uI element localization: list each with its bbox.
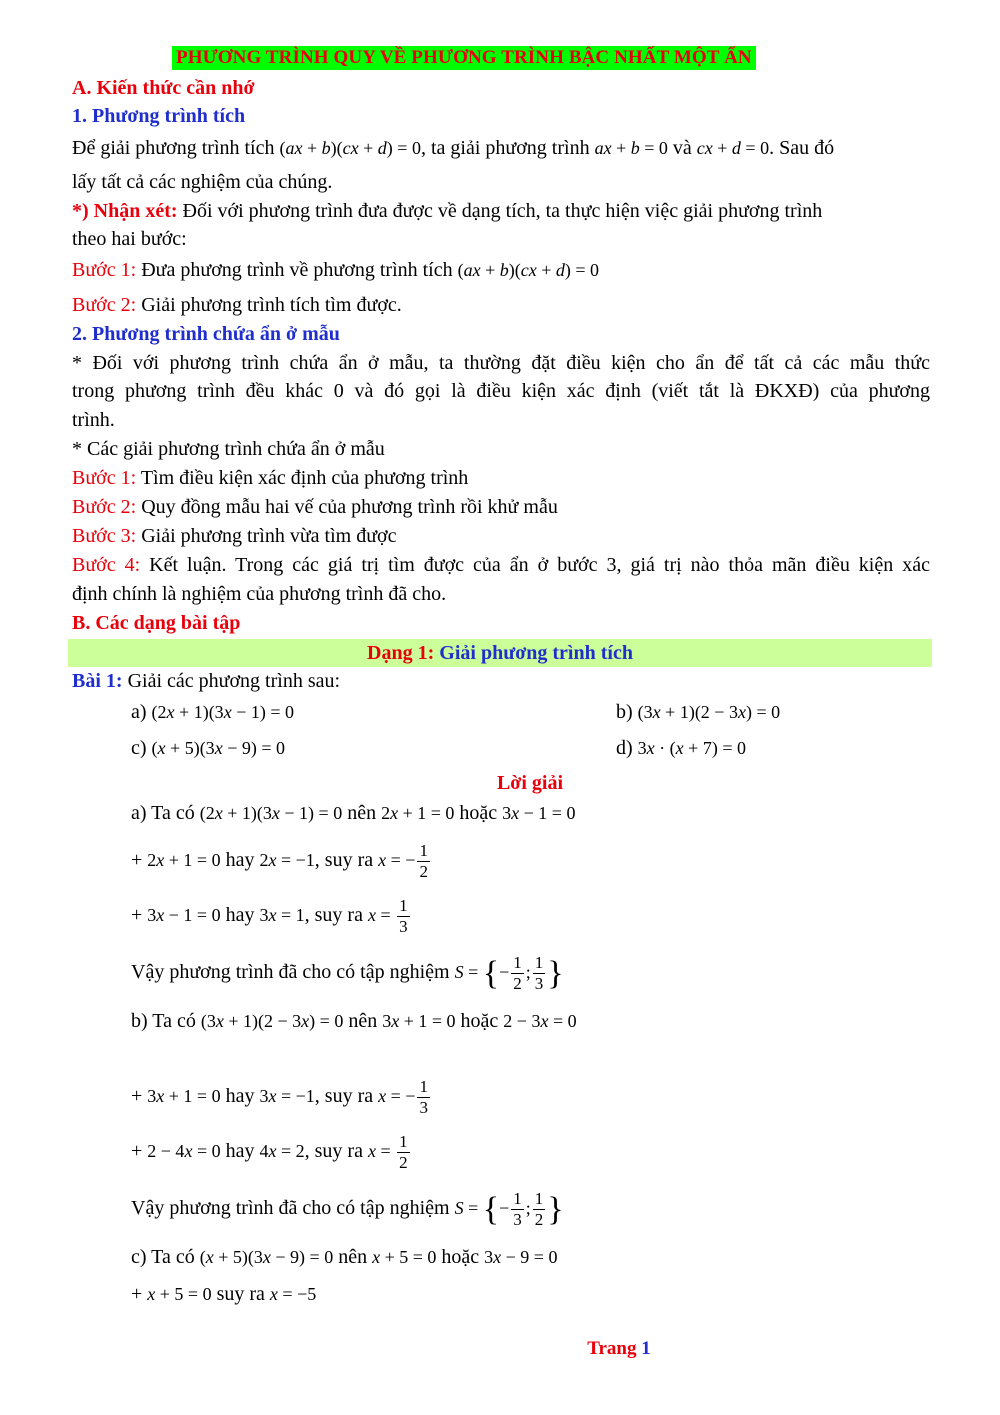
page-footer: Trang 1: [587, 1338, 651, 1359]
fraction: $\frac{1}{2}$: [419, 841, 428, 882]
denominator-step-4: Bước 4: Kết luận. Trong các giá trị tìm được của ẩn ở bước 3, giá trị nào thỏa mãn điều kiện xác: [72, 554, 930, 576]
section-b-heading: B. Các dạng bài tập: [72, 612, 241, 634]
form-1-title: Dạng 1: Giải phương trình tích: [367, 642, 633, 664]
remark-step-1: Bước 1: Đưa phương trình về phương trình tích (ax + b)(cx + d) = 0: [72, 259, 600, 281]
section-a-heading: A. Kiến thức cần nhớ: [72, 77, 255, 99]
solution-c-case-1: + x + 5 = 0 suy ra x = −5: [131, 1283, 317, 1305]
subsection-2-heading: 2. Phương trình chứa ẩn ở mẫu: [72, 323, 340, 345]
denominator-paragraph-2: trong phương trình đều khác 0 và đó gọi là điều kiện xác định (viết tắt là ĐKXĐ) của phương: [72, 380, 930, 402]
page-title: PHƯƠNG TRÌNH QUY VỀ PHƯƠNG TRÌNH BẬC NHẤT MỘT ẨN: [172, 46, 756, 70]
formula-product: (ax + b)(cx + d) = 0: [279, 138, 421, 158]
solution-a-case-1: + 2x + 1 = 0 hay 2x = −1, suy ra x = − $\frac{1}{2}$: [131, 841, 428, 882]
remark-step-2: Bước 2: Giải phương trình tích tìm được.: [72, 294, 402, 316]
solution-b-case-2: + 2 − 4x = 0 hay 4x = 2, suy ra x = $\frac{1}{2}$: [131, 1132, 408, 1173]
denominator-step-4-cont: định chính là nghiệm của phương trình đã cho.: [72, 583, 447, 605]
solution-b-case-1: + 3x + 1 = 0 hay 3x = −1, suy ra x = − $\frac{1}{3}$: [131, 1077, 428, 1118]
remark-line-2: theo hai bước:: [72, 228, 187, 250]
subsection-1-heading: 1. Phương trình tích: [72, 105, 246, 127]
solution-b-intro: b) Ta có (3x + 1)(2 − 3x) = 0 nên 3x + 1 = 0 hoặc 2 − 3x = 0: [131, 1010, 577, 1032]
solution-a-conclusion: Vậy phương trình đã cho có tập nghiệm S = {− $\frac{1}{2}$ ; $\frac{1}{3}$ }: [131, 953, 564, 994]
formula-cx-d: cx + d = 0: [696, 138, 770, 158]
exercise-1a: a) (2x + 1)(3x − 1) = 0: [131, 701, 294, 723]
exercise-1c: c) (x + 5)(3x − 9) = 0: [131, 737, 285, 759]
denominator-paragraph-1: * Đối với phương trình chứa ẩn ở mẫu, ta thường đặt điều kiện cho ẩn để tất cả các mẫu thức: [72, 352, 930, 374]
formula-ax-b: ax + b = 0: [594, 138, 668, 158]
solution-a-case-2: + 3x − 1 = 0 hay 3x = 1, suy ra x = $\frac{1}{3}$: [131, 896, 408, 937]
product-equation-line: Để giải phương trình tích (ax + b)(cx + d) = 0, ta giải phương trình ax + b = 0 và cx + d = 0. Sau đó: [72, 137, 835, 159]
product-equation-line-2: lấy tất cả các nghiệm của chúng.: [72, 171, 333, 193]
denominator-paragraph-3: trình.: [72, 409, 115, 431]
solution-b-conclusion: Vậy phương trình đã cho có tập nghiệm S = {− $\frac{1}{3}$ ; $\frac{1}{2}$ }: [131, 1189, 564, 1230]
denominator-step-2: Bước 2: Quy đồng mẫu hai vế của phương trình rồi khử mẫu: [72, 496, 558, 518]
exercise-1d: d) 3x · (x + 7) = 0: [616, 737, 746, 759]
solution-heading: Lời giải: [496, 772, 564, 794]
denominator-method: * Các giải phương trình chứa ẩn ở mẫu: [72, 438, 385, 460]
exercise-1b: b) (3x + 1)(2 − 3x) = 0: [616, 701, 781, 723]
denominator-step-3: Bước 3: Giải phương trình vừa tìm được: [72, 525, 397, 547]
solution-c-intro: c) Ta có (x + 5)(3x − 9) = 0 nên x + 5 = 0 hoặc 3x − 9 = 0: [131, 1246, 558, 1268]
remark-line-1: *) Nhận xét: Đối với phương trình đưa được về dạng tích, ta thực hiện việc giải phương trình: [72, 200, 823, 222]
denominator-step-1: Bước 1: Tìm điều kiện xác định của phương trình: [72, 467, 469, 489]
exercise-1-prompt: Bài 1: Giải các phương trình sau:: [72, 670, 341, 692]
solution-a-intro: a) Ta có (2x + 1)(3x − 1) = 0 nên 2x + 1 = 0 hoặc 3x − 1 = 0: [131, 802, 576, 824]
fraction: $\frac{1}{3}$: [399, 896, 408, 937]
